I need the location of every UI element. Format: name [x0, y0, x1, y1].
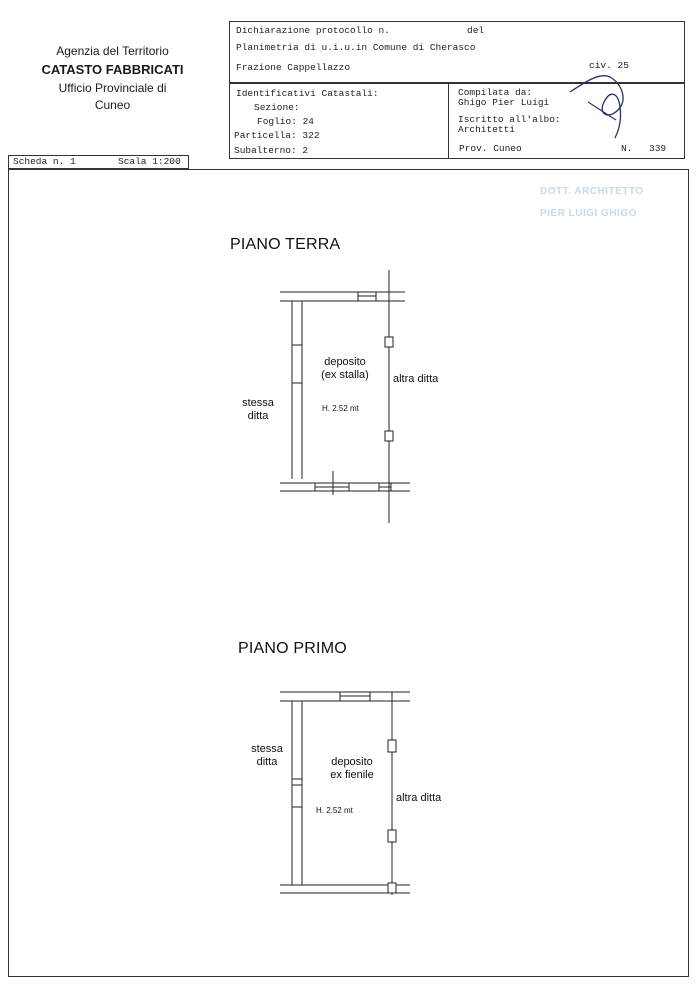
protocol-del: del: [467, 25, 485, 36]
stamp-line-2: PIER LUIGI GHIGO: [540, 208, 637, 219]
piano-terra-room-line2: (ex stalla): [321, 369, 369, 381]
albo-value: Architetti: [458, 124, 516, 135]
piano-terra-plan: [275, 265, 415, 530]
piano-terra-left-line1: stessa: [242, 397, 274, 409]
piano-primo-plan: [275, 685, 415, 900]
piano-primo-room-line2: ex fienile: [330, 769, 374, 781]
signature: [560, 62, 640, 142]
scheda-number: Scheda n. 1: [13, 156, 76, 167]
albo-label: Iscritto all'albo:: [458, 114, 561, 125]
piano-primo-left-line1: stessa: [251, 743, 283, 755]
scale: Scala 1:200: [118, 156, 181, 167]
piano-primo-right-neighbor: altra ditta: [396, 792, 442, 804]
piano-terra-height: H. 2.52 mt: [322, 404, 359, 413]
agency-block: [20, 44, 205, 112]
office-name: Ufficio Provinciale di: [58, 81, 167, 95]
foglio: Foglio: 24: [257, 116, 315, 127]
piano-terra-right-neighbor: altra ditta: [393, 373, 439, 385]
piano-primo-left-neighbor: [244, 743, 290, 769]
piano-terra-room-line1: deposito: [324, 356, 366, 368]
protocol-label: Dichiarazione protocollo n.: [236, 25, 390, 36]
registration-number: 339: [649, 143, 667, 154]
piano-terra-left-line2: ditta: [247, 410, 269, 422]
sezione: Sezione:: [254, 102, 300, 113]
particella: Particella: 322: [234, 130, 320, 141]
piano-terra-room-name: [302, 356, 388, 382]
identifiers-title: Identificativi Catastali:: [236, 88, 379, 99]
stamp-line-1: DOTT. ARCHITETTO: [540, 186, 644, 197]
registration-label: N.: [621, 143, 633, 154]
office-city: Cuneo: [94, 98, 131, 112]
planimetria-line: Planimetria di u.i.u.in Comune di Cherasco: [236, 42, 476, 53]
province: Prov. Cuneo: [459, 143, 522, 154]
piano-primo-left-line2: ditta: [256, 756, 278, 768]
civic-number: civ. 25: [589, 60, 629, 71]
subalterno: Subalterno: 2: [234, 145, 309, 156]
piano-primo-room-line1: deposito: [331, 756, 373, 768]
compilata-label: Compilata da:: [458, 87, 533, 98]
piano-primo-title: PIANO PRIMO: [238, 640, 347, 657]
catasto-title: CATASTO FABBRICATI: [41, 62, 184, 77]
compiler-name: Ghigo Pier Luigi: [458, 97, 550, 108]
piano-primo-height: H. 2.52 mt: [316, 806, 353, 815]
identifiers-divider: [448, 83, 449, 159]
piano-primo-room-name: [312, 756, 392, 782]
frazione-line: Frazione Cappellazzo: [236, 62, 351, 73]
agency-name: Agenzia del Territorio: [56, 44, 169, 58]
piano-terra-title: PIANO TERRA: [230, 236, 341, 253]
piano-terra-left-neighbor: [232, 397, 284, 423]
